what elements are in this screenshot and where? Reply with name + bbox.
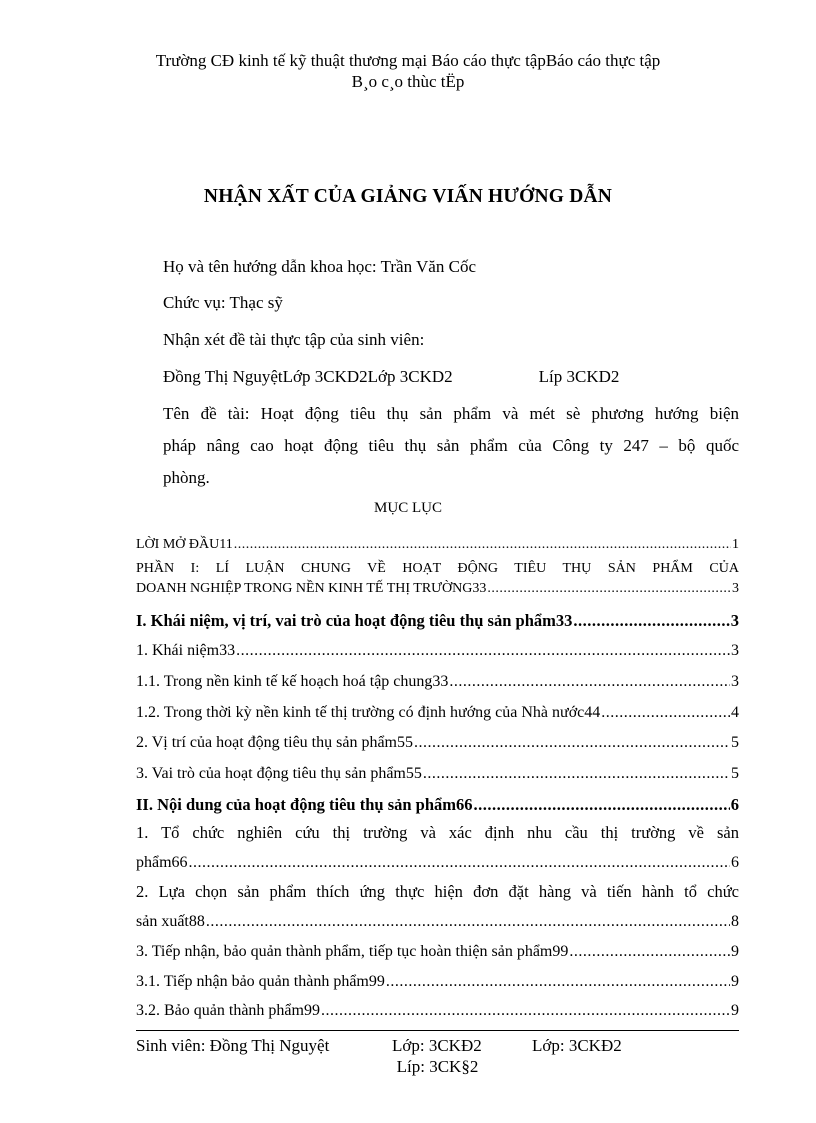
advisor-line: Họ và tên hướng dẫn khoa học: Trần Văn Cốc	[163, 257, 476, 276]
toc-leader	[414, 733, 730, 753]
toc-item-text-line1: PHẦN I: LÍ LUẬN CHUNG VỀ HOẠT ĐỘNG TIÊU THỤ SẢN PHẨM CỦA	[136, 561, 739, 576]
toc-leader	[236, 641, 730, 661]
toc-item-line2	[136, 853, 739, 873]
toc-leader	[573, 611, 729, 631]
toc-item-text: I. Khái niệm, vị trí, vai trò của hoạt động tiêu thụ sản phẩm33	[136, 611, 573, 630]
toc-item[interactable]	[136, 559, 739, 599]
topic-line-2: pháp nâng cao hoạt động tiêu thụ sản phẩm của Công ty 247 – bộ quốc	[163, 436, 739, 455]
toc-heading: MỤC LỤC	[374, 500, 442, 516]
toc-item-page: 3	[730, 611, 739, 630]
toc-item-page: 5	[731, 765, 739, 782]
toc-item[interactable]	[136, 942, 739, 962]
footer-class-1: Lớp: 3CKĐ2	[392, 1036, 482, 1055]
toc-item[interactable]	[136, 703, 739, 723]
header-line-1: Trường CĐ kinh tế kỹ thuật thương mại Báo cáo thực tậpBáo cáo thực tập	[155, 51, 661, 70]
toc-item-page: 3	[731, 673, 739, 690]
toc-item-page: 4	[731, 704, 739, 721]
toc-item-page: 9	[731, 943, 739, 960]
toc-item-page: 6	[731, 854, 739, 871]
toc-item-line2	[136, 912, 739, 932]
toc-leader	[569, 942, 730, 962]
toc-leader	[474, 795, 730, 815]
toc-leader	[234, 535, 731, 555]
toc-leader	[386, 972, 730, 992]
toc-leader	[601, 703, 730, 723]
student-class: Líp 3CKD2	[538, 367, 620, 386]
toc-item[interactable]	[136, 535, 739, 555]
toc-item-text-line1: 1. Tổ chức nghiên cứu thị trường và xác định nhu cầu thị trường về sản	[136, 823, 739, 842]
toc-leader	[206, 912, 730, 932]
toc-item-text: II. Nội dung của hoạt động tiêu thụ sản phẩm66	[136, 795, 473, 814]
toc-item-text-line1: 2. Lựa chọn sản phẩm thích ứng thực hiện đơn đặt hàng và tiến hành tổ chức	[136, 882, 739, 901]
toc-item-page: 6	[730, 795, 739, 814]
toc-item[interactable]	[136, 611, 739, 631]
toc-item-text: 3.1. Tiếp nhận bảo quản thành phẩm99	[136, 973, 385, 990]
toc-item-text-line2: sản xuất88	[136, 913, 205, 930]
page-header	[0, 50, 816, 92]
student-name-class: Đồng Thị NguyệtLớp 3CKD2Lớp 3CKD2	[163, 367, 453, 386]
toc-item[interactable]	[136, 823, 739, 873]
toc-leader	[423, 764, 730, 784]
toc-item-line2	[136, 579, 739, 599]
toc-item[interactable]	[136, 1001, 739, 1021]
toc-item-page: 3	[732, 581, 739, 596]
footer-class-2: Lớp: 3CKĐ2	[532, 1036, 622, 1055]
student-line	[163, 367, 619, 387]
toc-leader	[487, 579, 731, 599]
toc-item-text: 3. Tiếp nhận, bảo quản thành phẩm, tiếp tục hoàn thiện sản phẩm99	[136, 943, 569, 960]
position-line: Chức vụ: Thạc sỹ	[163, 293, 283, 312]
toc-item-text-line2: DOANH NGHIỆP TRONG NỀN KINH TẾ THỊ TRƯỜNG33	[136, 581, 487, 596]
toc-item-page: 1	[732, 537, 739, 552]
toc-item-text: 3.2. Bảo quản thành phẩm99	[136, 1002, 320, 1019]
footer-student: Sinh viên: Đồng Thị Nguyệt	[136, 1036, 330, 1055]
toc-item-text: LỜI MỞ ĐẦU11	[136, 537, 233, 552]
toc-leader	[321, 1001, 730, 1021]
toc-item[interactable]	[136, 672, 739, 692]
toc-item[interactable]	[136, 733, 739, 753]
toc-item-text: 2. Vị trí của hoạt động tiêu thụ sản phẩm55	[136, 734, 413, 751]
toc-item-text-line2: phẩm66	[136, 854, 188, 871]
toc-item[interactable]	[136, 882, 739, 932]
page-footer	[136, 1035, 739, 1077]
topic-line-1: Tên đề tài: Hoạt động tiêu thụ sản phẩm và mét sè phương hướng biện	[163, 404, 739, 423]
topic-line-3: phòng.	[163, 468, 210, 487]
footer-class-3: Líp: 3CK§2	[396, 1057, 479, 1076]
header-line-2: B¸o c¸o thùc tËp	[351, 72, 465, 91]
page-title: NHẬN XẤT CỦA GIẢNG VIẤN HƯỚNG DẪN	[203, 186, 613, 207]
toc-item-page: 9	[731, 1002, 739, 1019]
toc-item-page: 5	[731, 734, 739, 751]
toc-item-text: 3. Vai trò của hoạt động tiêu thụ sản phẩm55	[136, 765, 422, 782]
toc-item-page: 9	[731, 973, 739, 990]
toc-item[interactable]	[136, 641, 739, 661]
toc-item[interactable]	[136, 795, 739, 815]
toc-item-page: 8	[731, 913, 739, 930]
toc-item-text: 1. Khái niệm33	[136, 642, 236, 659]
toc-item-page: 3	[731, 642, 739, 659]
toc-item[interactable]	[136, 764, 739, 784]
toc-item[interactable]	[136, 972, 739, 992]
comment-label: Nhận xét đề tài thực tập của sinh viên:	[163, 330, 425, 349]
footer-divider	[136, 1030, 739, 1031]
toc-leader	[449, 672, 730, 692]
toc-leader	[189, 853, 730, 873]
toc-item-text: 1.1. Trong nền kinh tế kế hoạch hoá tập chung33	[136, 673, 449, 690]
toc-item-text: 1.2. Trong thời kỳ nền kinh tế thị trường có định hướng của Nhà nước44	[136, 704, 601, 721]
